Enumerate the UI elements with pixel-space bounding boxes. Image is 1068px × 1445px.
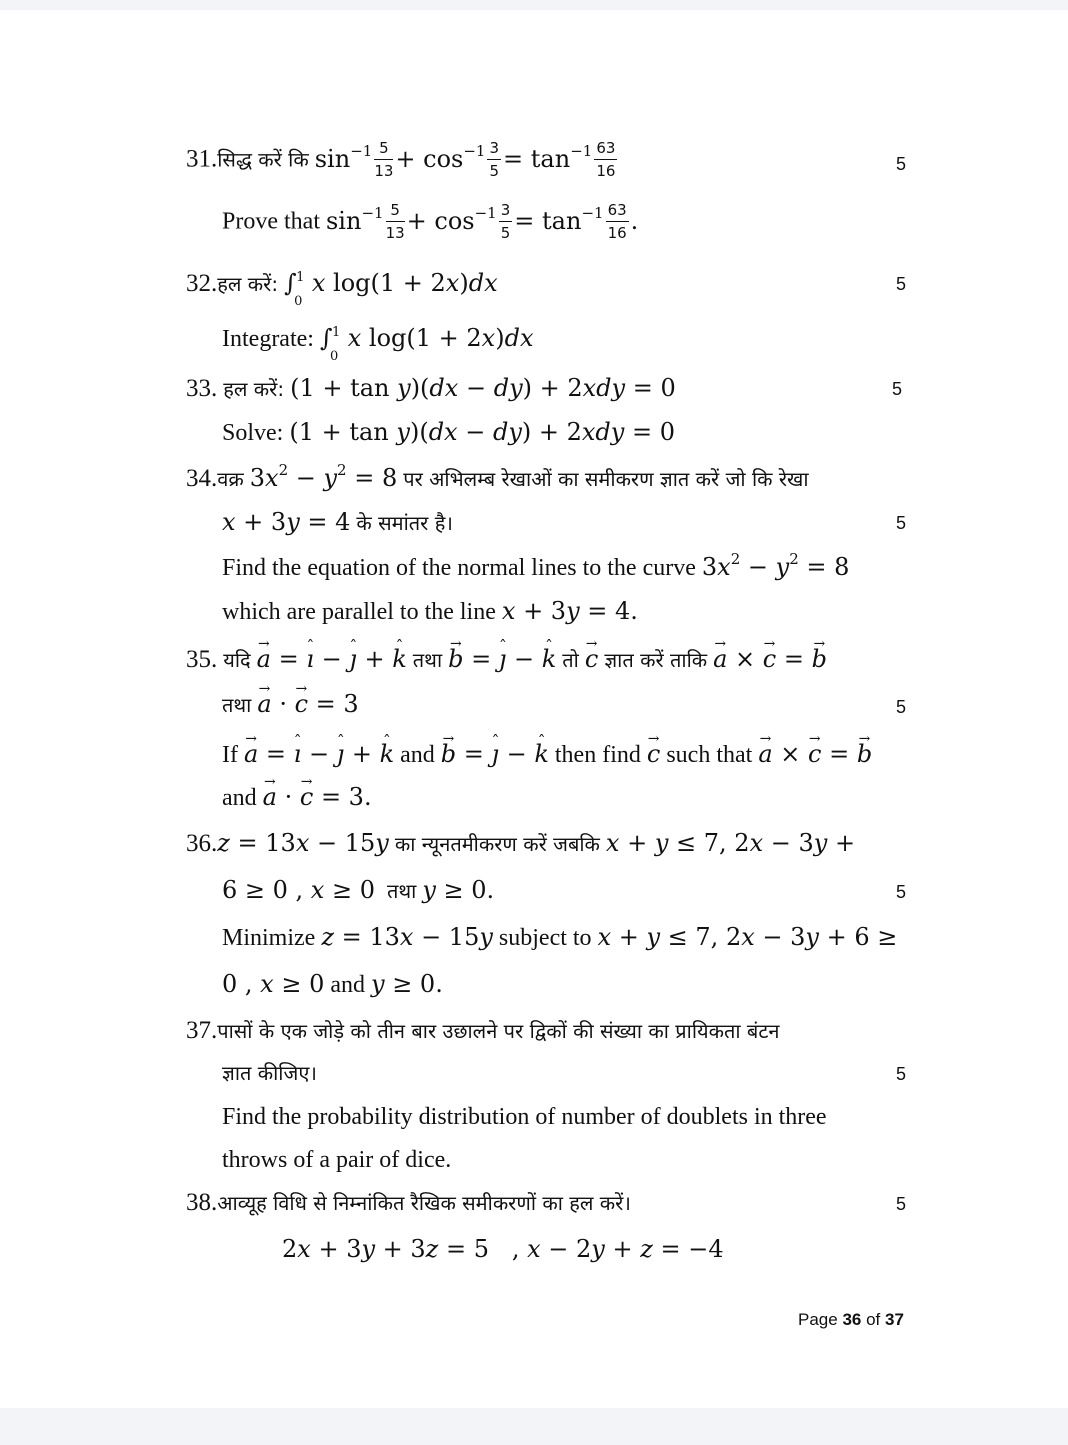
marks-36: 5 <box>896 882 907 902</box>
of-label: of <box>866 1310 881 1329</box>
page-footer <box>798 1310 904 1330</box>
marks-34: 5 <box>896 513 907 533</box>
marks-32: 5 <box>896 274 907 294</box>
question-33-english: Solve: (1 + tan y)(dx − dy) + 2xdy = 0 <box>222 418 675 446</box>
marks-35: 5 <box>896 697 907 717</box>
page-total: 37 <box>885 1310 904 1329</box>
question-36-hindi-cont: 6 ≥ 0 , x ≥ 0 तथा y ≥ 0. <box>222 876 495 904</box>
question-35-hindi-cont: तथा → a · → c = 3 <box>222 689 359 720</box>
marks-38: 5 <box>896 1194 907 1214</box>
question-38-hindi: 38.आव्यूह विधि से निम्नांकित रैखिक समीकरणों का हल करें। <box>186 1189 631 1216</box>
question-31-hindi: 31.सिद्ध करें कि $\sin^{-1}$ $\frac{5}{13}$ + $\cos^{-1}$ $\frac{3}{5}$ = $\tan^{-1}$ $\frac{63}{16}$ <box>186 139 616 180</box>
question-33-hindi: 33. हल करें: (1 + tan y)(dx − dy) + 2xdy = 0 <box>186 374 676 402</box>
question-31-english: Prove that $\sin^{-1}$ $\frac{5}{13}$ + $\cos^{-1}$ $\frac{3}{5}$ = $\tan^{-1}$ $\frac{63}{16}$ . <box>222 201 639 242</box>
question-34-hindi: 34.वक्र $3x^2 - y^2 = 8$ पर अभिलम्ब रेखाओं का समीकरण ज्ञात करें जो कि रेखा <box>186 461 809 492</box>
question-37-hindi: 37.पासों के एक जोड़े को तीन बार उछालने पर द्विकों की संख्या का प्रायिकता बंटन <box>186 1017 780 1044</box>
document-page <box>0 10 1068 1408</box>
question-37-english-cont: throws of a pair of dice. <box>222 1147 452 1173</box>
question-37-english: Find the probability distribution of number of doublets in three <box>222 1104 827 1130</box>
marks-37: 5 <box>896 1064 907 1084</box>
question-34-hindi-cont: x + 3y = 4 के समांतर है। <box>222 508 453 536</box>
question-36-english: Minimize z = 13x − 15y subject to x + y ≤ 7, 2x − 3y + 6 ≥ <box>222 923 898 951</box>
page-number: 36 <box>842 1310 862 1329</box>
marks-33: 5 <box>892 379 903 399</box>
question-32-english: Integrate: ∫ 1 0 x log(1 + 2x)dx <box>222 324 534 364</box>
question-36-hindi: 36.z = 13x − 15y का न्यूनतमीकरण करें जबकि x + y ≤ 7, 2x − 3y + <box>186 829 856 857</box>
question-36-english-cont: 0 , x ≥ 0 and y ≥ 0. <box>222 970 443 998</box>
question-32-hindi: 32.हल करें: ∫ 1 0 x log(1 + 2x)dx <box>186 269 498 309</box>
question-34-english: Find the equation of the normal lines to the curve $3x^2 - y^2 = 8$ <box>222 550 850 581</box>
question-37-hindi-cont: ज्ञात कीजिए। <box>222 1061 317 1085</box>
question-34-english-cont: which are parallel to the line x + 3y = 4. <box>222 597 638 625</box>
marks-31: 5 <box>896 154 907 174</box>
page-label: Page <box>798 1310 838 1329</box>
question-35-english: If → a = ˆ ı − ˆ ȷ + ˆ k and → b = ˆ ȷ − ˆ k then find → c such that → a × → c = → b <box>222 739 872 770</box>
question-35-english-cont: and → a · → c = 3. <box>222 782 372 813</box>
question-35-hindi: 35. यदि → a = ˆ ı − ˆ ȷ + ˆ k तथा → b = ˆ ȷ − ˆ k तो → c ज्ञात करें ताकि → a × → c = → b <box>186 644 827 675</box>
question-38-equations: 2x + 3y + 3z = 5 , x − 2y + z = −4 <box>282 1235 724 1263</box>
